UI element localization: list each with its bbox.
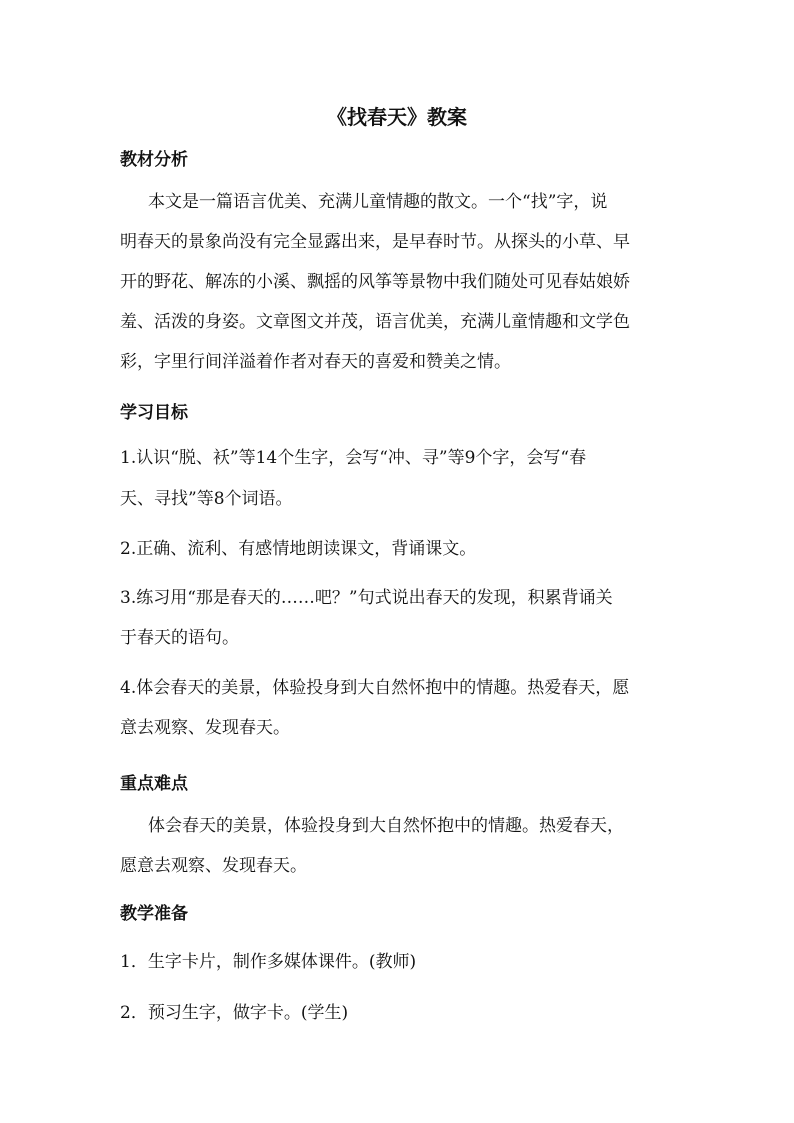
analysis-line: 明春天的景象尚没有完全显露出来，是早春时节。从探头的小草、早 <box>120 232 630 252</box>
document-title: 《找春天》教案 <box>327 105 467 129</box>
analysis-line: 本文是一篇语言优美、充满儿童情趣的散文。一个“找”字，说 <box>148 192 608 212</box>
analysis-line: 彩，字里行间洋溢着作者对春天的喜爱和赞美之情。 <box>120 352 511 372</box>
objective-line: 1.认识“脱、袄”等14个生字，会写“冲、寻”等9个字，会写“春 <box>120 448 587 468</box>
objective-line: 意去观察、发现春天。 <box>120 718 290 738</box>
key-points-line: 体会春天的美景，体验投身到大自然怀抱中的情趣。热爱春天， <box>148 816 624 836</box>
section-heading-preparation: 教学准备 <box>120 904 188 924</box>
objective-line: 2.正确、流利、有感情地朗读课文，背诵课文。 <box>120 539 477 559</box>
analysis-line: 开的野花、解冻的小溪、飘摇的风筝等景物中我们随处可见春姑娘娇 <box>120 272 630 292</box>
objective-line: 天、寻找”等8个词语。 <box>120 489 293 509</box>
key-points-line: 愿意去观察、发现春天。 <box>120 856 307 876</box>
section-heading-analysis: 教材分析 <box>120 150 188 170</box>
analysis-line: 羞、活泼的身姿。文章图文并茂，语言优美，充满儿童情趣和文学色 <box>120 312 630 332</box>
objective-line: 3.练习用“那是春天的……吧？”句式说出春天的发现，积累背诵关 <box>120 588 613 608</box>
objective-line: 4.体会春天的美景，体验投身到大自然怀抱中的情趣。热爱春天，愿 <box>120 678 630 698</box>
section-heading-objectives: 学习目标 <box>120 403 188 423</box>
preparation-line: 1．生字卡片，制作多媒体课件。(教师) <box>120 952 417 972</box>
objective-line: 于春天的语句。 <box>120 628 239 648</box>
section-heading-key-points: 重点难点 <box>120 774 188 794</box>
preparation-line: 2．预习生字，做字卡。(学生) <box>120 1003 349 1023</box>
